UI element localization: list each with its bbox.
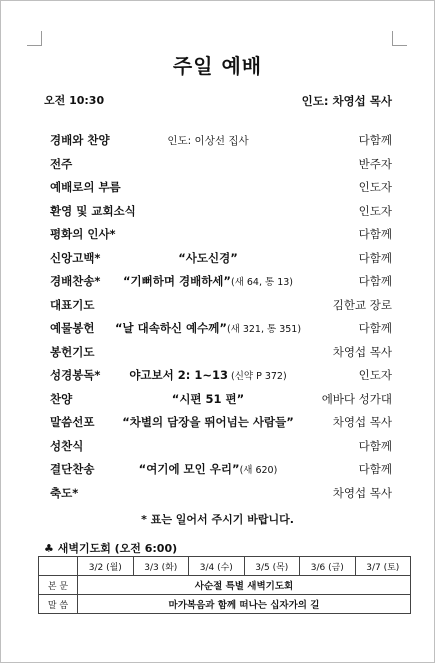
order-item-person: 인도자: [358, 203, 392, 218]
dawn-prayer-table: [38, 556, 411, 614]
table-row: [39, 576, 411, 595]
order-item: [50, 319, 392, 337]
order-item-person: 김한교 장로: [332, 297, 392, 312]
order-item-label: 예배로의 부름: [50, 180, 121, 194]
order-item-person: 다함께: [358, 227, 392, 241]
order-item-person: 반주자: [358, 156, 392, 171]
day-cell: 3/7 (토): [355, 557, 411, 576]
order-item: [50, 437, 392, 455]
order-item-person: 에바다 성가대: [321, 391, 392, 406]
order-item-detail: [104, 366, 312, 386]
crop-mark-top-left: [27, 31, 42, 46]
order-item-label: 찬양: [50, 391, 73, 406]
order-item-hymn-number: (새 620): [239, 465, 278, 476]
order-item-detail: [104, 460, 312, 480]
order-item-detail: [104, 413, 312, 431]
order-item-hymn-number: (새 64, 통 13): [230, 277, 294, 288]
order-item: [50, 366, 392, 384]
order-item-label: 봉헌기도: [50, 344, 95, 359]
order-item: [50, 343, 392, 361]
order-item-label: 평화의 인사*: [50, 227, 116, 241]
order-item-detail-text: “사도신경”: [178, 250, 238, 265]
order-item: [50, 460, 392, 478]
order-item-label: 말씀선포: [50, 415, 95, 429]
order-item: [50, 131, 392, 149]
order-item-hymn-number: (새 321, 통 351): [226, 324, 302, 335]
order-item: [50, 202, 392, 220]
page-title: 주일 예배: [172, 54, 263, 78]
order-item: [50, 178, 392, 196]
order-item-detail-text: “시편 51 편”: [171, 391, 245, 406]
order-item-detail-text: “여기에 모인 우리”: [138, 462, 240, 476]
order-item-person: 차영섭 목사: [332, 415, 392, 429]
order-item-label: 전주: [50, 156, 73, 171]
text-content-cell: 사순절 특별 새벽기도회: [78, 576, 411, 595]
order-item-label: 축도*: [50, 485, 79, 500]
order-item-person: 다함께: [358, 321, 392, 335]
order-item: [50, 296, 392, 314]
order-item: [50, 484, 392, 502]
order-item-detail-text: “기뻐하며 경배하세”: [122, 274, 231, 288]
day-cell: 3/6 (금): [300, 557, 356, 576]
order-item-detail-text: “차별의 담장을 뛰어넘는 사람들”: [122, 415, 294, 429]
order-item-detail: [104, 249, 312, 267]
order-item-label: 예물봉헌: [50, 321, 95, 335]
day-cell: 3/4 (수): [189, 557, 245, 576]
order-item-label: 성찬식: [50, 438, 84, 453]
row-header-sermon: 말 씀: [39, 595, 78, 614]
crop-mark-top-right: [392, 31, 407, 46]
order-item-detail-text: 야고보서 2: 1~13: [129, 368, 228, 382]
order-item-person: 다함께: [358, 438, 392, 453]
order-item-detail: [104, 131, 312, 150]
order-item-person: 차영섭 목사: [332, 344, 392, 359]
service-time: 오전 10:30: [44, 94, 105, 107]
order-item-hymn-number: (신약 P 372): [228, 371, 287, 382]
day-cell: 3/5 (목): [244, 557, 300, 576]
order-item-person: 다함께: [358, 274, 392, 288]
table-corner-cell: [39, 557, 78, 576]
order-item-detail: [104, 272, 312, 292]
day-cell: 3/2 (월): [78, 557, 134, 576]
dawn-prayer-heading: ♣ 새벽기도회 (오전 6:00): [44, 542, 178, 555]
order-item-detail: [104, 390, 312, 408]
order-item-label: 성경봉독*: [50, 368, 101, 382]
order-item-label: 신앙고백*: [50, 250, 101, 265]
order-item-label: 경배찬송*: [50, 274, 101, 288]
sermon-content-cell: 마가복음과 함께 떠나는 십자가의 길: [78, 595, 411, 614]
order-item-detail: [104, 319, 312, 339]
order-item-person: 차영섭 목사: [332, 485, 392, 500]
row-header-text: 본 문: [39, 576, 78, 595]
order-item-label: 결단찬송: [50, 462, 95, 476]
order-item-person: 다함께: [358, 133, 392, 147]
order-item-person: 다함께: [358, 250, 392, 265]
order-item: [50, 155, 392, 173]
order-item: [50, 225, 392, 243]
order-item: [50, 413, 392, 431]
order-item-label: 환영 및 교회소식: [50, 203, 136, 218]
table-row: [39, 595, 411, 614]
service-leader: 인도: 차영섭 목사: [301, 94, 392, 108]
order-item-person: 인도자: [358, 180, 392, 194]
order-item-detail-text: “날 대속하신 예수께”: [114, 321, 227, 335]
table-row: [39, 557, 411, 576]
day-cell: 3/3 (화): [133, 557, 189, 576]
order-item-label: 대표기도: [50, 297, 95, 312]
order-item: [50, 272, 392, 290]
order-item: [50, 390, 392, 408]
standing-note: * 표는 일어서 주시기 바랍니다.: [141, 513, 294, 526]
order-item-person: 인도자: [358, 368, 392, 382]
order-item-label: 경배와 찬양: [50, 133, 110, 147]
order-item-person: 다함께: [358, 462, 392, 476]
order-item-detail-text: 인도: 이상선 집사: [167, 135, 249, 147]
order-item: [50, 249, 392, 267]
